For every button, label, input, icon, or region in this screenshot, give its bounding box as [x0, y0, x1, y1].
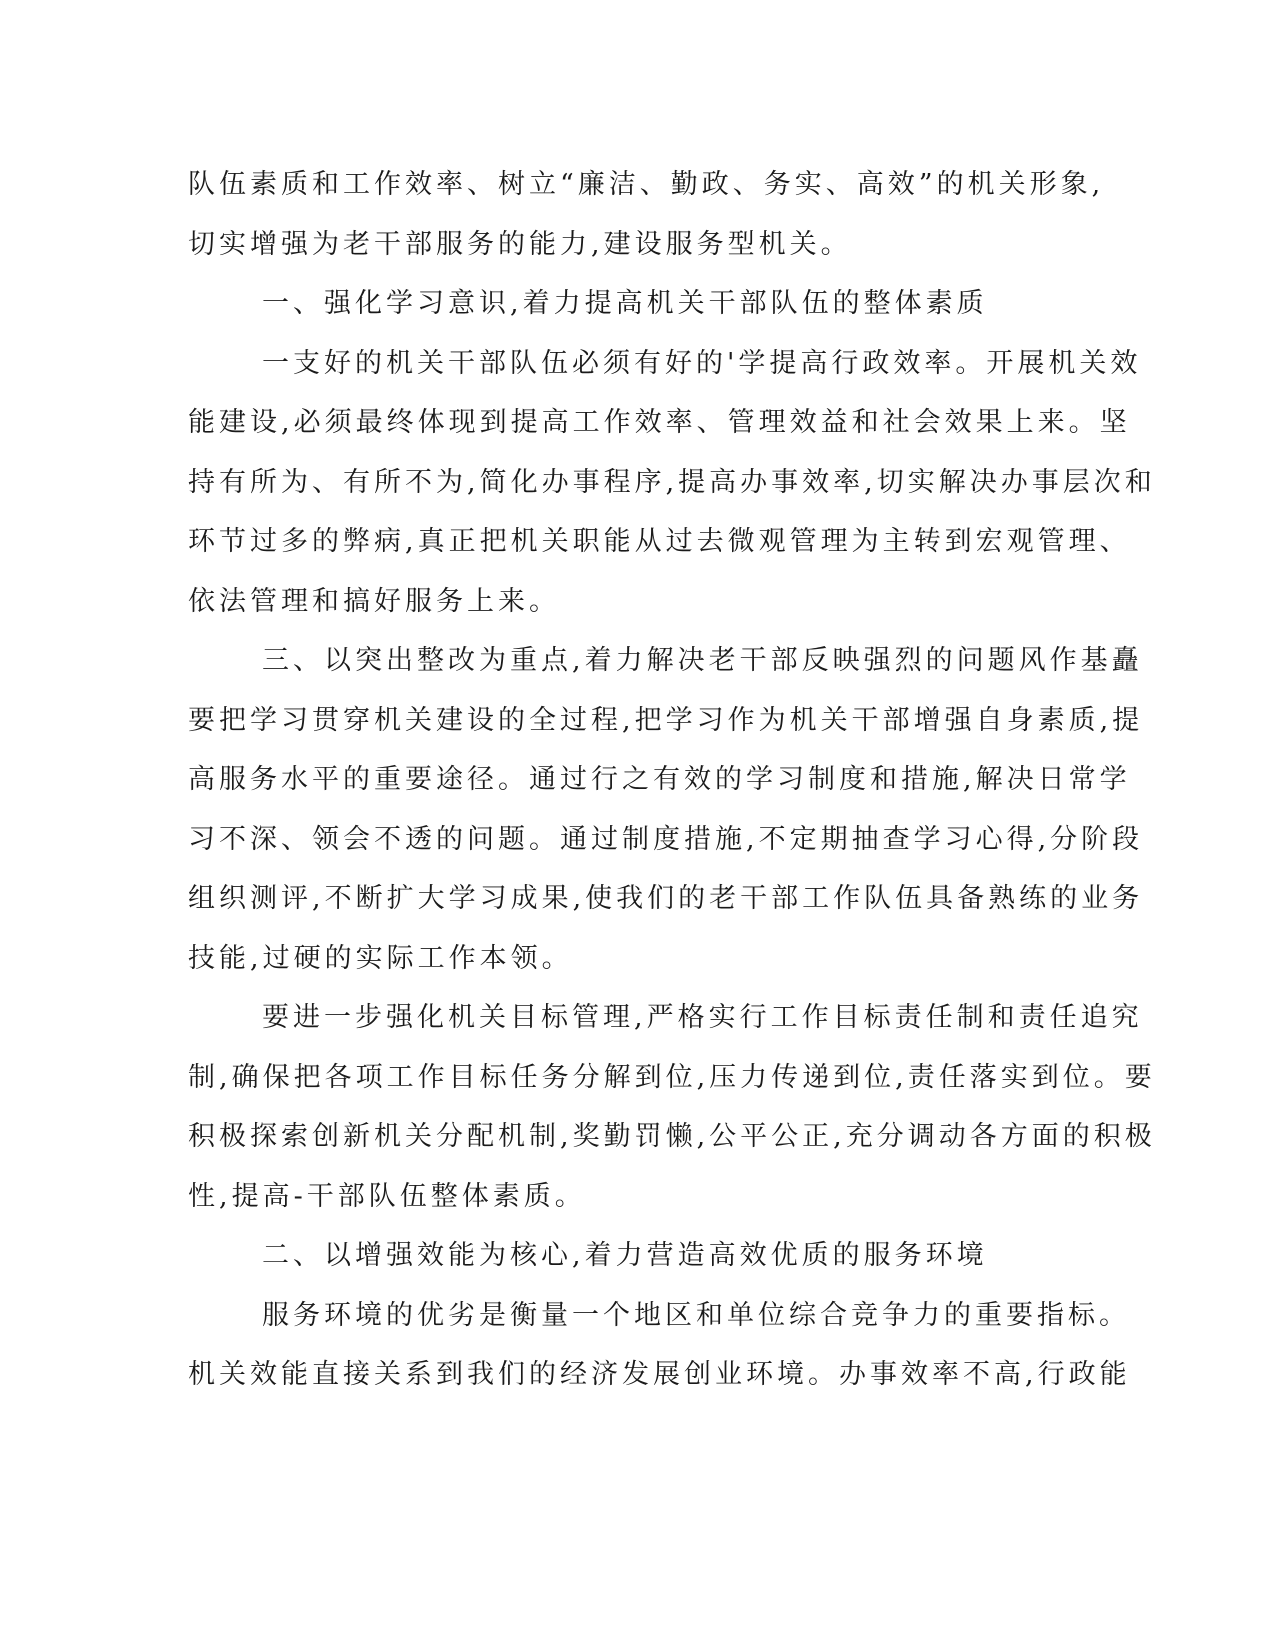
text-line-6: 持有所为、有所不为,简化办事程序,提高办事效率,切实解决办事层次和 — [188, 466, 1156, 498]
section-heading-1: 一、强化学习意识,着力提高机关干部队伍的整体素质 — [262, 288, 988, 319]
text-line-7: 环节过多的弊病,真正把机关职能从过去微观管理为主转到宏观管理、 — [188, 526, 1131, 557]
text-line-4: 一支好的机关干部队伍必须有好的'学提高行政效率。开展机关效 — [262, 347, 1142, 379]
text-line-13: 组织测评,不断扩大学习成果,使我们的老干部工作队伍具备熟练的业务 — [188, 883, 1144, 914]
text-line-16: 制,确保把各项工作目标任务分解到位,压力传递到位,责任落实到位。要 — [188, 1061, 1156, 1093]
text-line-18: 性,提高-干部队伍整体素质。 — [188, 1180, 586, 1212]
text-line-14: 技能,过硬的实际工作本领。 — [188, 942, 573, 974]
text-line-1: 队伍素质和工作效率、树立“廉洁、勤政、务实、高效”的机关形象, — [188, 169, 1105, 200]
text-line-21: 机关效能直接关系到我们的经济发展创业环境。办事效率不高,行政能 — [188, 1359, 1131, 1390]
body-text — [188, 155, 1156, 1405]
text-line-10: 要把学习贯穿机关建设的全过程,把学习作为机关干部增强自身素质,提 — [188, 704, 1144, 736]
section-heading-3: 三、以突出整改为重点,着力解决老干部反映强烈的问题风作基矗 — [262, 645, 1143, 676]
text-line-11: 高服务水平的重要途径。通过行之有效的学习制度和措施,解决日常学 — [188, 764, 1131, 795]
text-line-5: 能建设,必须最终体现到提高工作效率、管理效益和社会效果上来。坚 — [188, 407, 1131, 438]
text-line-12: 习不深、领会不透的问题。通过制度措施,不定期抽查学习心得,分阶段 — [188, 823, 1144, 855]
text-line-20: 服务环境的优劣是衡量一个地区和单位综合竞争力的重要指标。 — [262, 1299, 1130, 1331]
text-line-8: 依法管理和搞好服务上来。 — [188, 585, 560, 617]
text-line-2: 切实增强为老干部服务的能力,建设服务型机关。 — [188, 228, 852, 260]
text-line-15: 要进一步强化机关目标管理,严格实行工作目标责任制和责任追究 — [262, 1002, 1143, 1033]
text-line-17: 积极探索创新机关分配机制,奖勤罚懒,公平公正,充分调动各方面的积极 — [188, 1121, 1156, 1152]
section-heading-2: 二、以增强效能为核心,着力营造高效优质的服务环境 — [262, 1240, 988, 1271]
